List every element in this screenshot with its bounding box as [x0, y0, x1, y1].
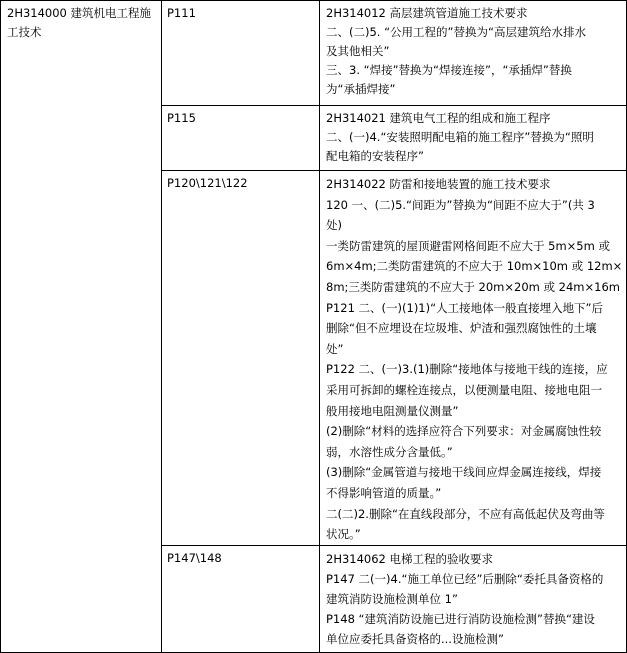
content-line: 2H314062 电梯工程的验收要求 — [326, 552, 494, 566]
chapter-title — [7, 4, 151, 42]
content-line: 建筑消防设施检测单位 1” — [326, 592, 458, 606]
content-line: 8m;三类防雷建筑的不应大于 20m×20m 或 24m×16m — [326, 279, 620, 294]
content-line: 二(二)2.删除“在直线段部分，不应有高低起伏及弯曲等 — [326, 506, 605, 521]
table-border-col2 — [319, 0, 320, 653]
page-ref-p120-122: P120\121\122 — [167, 176, 248, 190]
chapter-title-line: 工技术 — [7, 25, 42, 39]
content-line: 不得影响管道的质量。” — [326, 485, 442, 500]
table-border-top — [0, 0, 627, 1]
content-line: 2H314022 防雷和接地装置的施工技术要求 — [326, 177, 551, 191]
content-line: 单位应委托具备资格的...设施检测” — [326, 632, 504, 646]
content-line: (3)删除“金属管道与接地干线间应焊金属连接线，焊接 — [326, 465, 602, 480]
row-separator-1 — [161, 105, 627, 106]
content-line: 状况。” — [326, 527, 361, 542]
content-line: 般用接地电阻测量仪测量” — [326, 403, 459, 418]
content-line: P147 二(一)4.“施工单位已经”后删除“委托具备资格的 — [326, 572, 604, 586]
table-border-col1 — [161, 0, 162, 653]
row-p147-content — [326, 549, 626, 649]
row-separator-3 — [161, 545, 627, 546]
content-line: 配电箱的安装程序” — [326, 149, 424, 163]
content-line: 处) — [326, 218, 342, 233]
content-line: 及其他相关” — [326, 44, 390, 58]
content-line: P122 二、(一)3.(1)删除“接地体与接地干线的连接，应 — [326, 362, 608, 377]
row-p120-content — [326, 174, 626, 545]
content-line: 120 一、(二)5.“间距为”替换为“间距不应大于”(共 3 — [326, 197, 595, 212]
content-line: 为“承插焊接” — [326, 82, 396, 96]
content-line: P148 “建筑消防设施已进行消防设施检测”替换“建设 — [326, 612, 595, 626]
row-p111-content — [326, 4, 626, 99]
content-line: P121 二、(一)(1)1)“人工接地体一般直接埋入地下”后 — [326, 300, 604, 315]
row-separator-2 — [161, 170, 627, 171]
row-p115-content — [326, 109, 626, 166]
content-line: 弱，水溶性成分含量低。” — [326, 444, 453, 459]
page-ref-p115: P115 — [167, 111, 196, 125]
content-line: 采用可拆卸的螺栓连接点，以便测量电阻、接地电阻一 — [326, 382, 602, 397]
chapter-title-line: 2H314000 建筑机电工程施 — [7, 6, 152, 20]
content-line: 三、3. “焊接”替换为“焊接连接”，“承插焊”替换 — [326, 63, 572, 77]
content-line: (2)删除“材料的选择应符合下列要求：对金属腐蚀性较 — [326, 424, 602, 439]
content-line: 二、(二)5. “公用工程的”替换为“高层建筑给水排水 — [326, 25, 586, 39]
content-line: 一类防雷建筑的屋顶避雷网格间距不应大于 5m×5m 或 — [326, 238, 610, 253]
page-ref-p147-148: P147\148 — [167, 551, 222, 565]
page-ref-p111: P111 — [167, 6, 196, 20]
content-line: 删除“但不应埋设在垃圾堆、炉渣和强烈腐蚀性的土壤 — [326, 321, 597, 336]
table-border-left — [0, 0, 1, 653]
content-line: 处” — [326, 341, 344, 356]
content-line: 2H314012 高层建筑管道施工技术要求 — [326, 6, 528, 20]
content-line: 2H314021 建筑电气工程的组成和施工程序 — [326, 111, 551, 125]
content-line: 6m×4m;二类防雷建筑的不应大于 10m×10m 或 12m× — [326, 259, 623, 274]
content-line: 二、(一)4.“安装照明配电箱的施工程序”替换为“照明 — [326, 130, 594, 144]
